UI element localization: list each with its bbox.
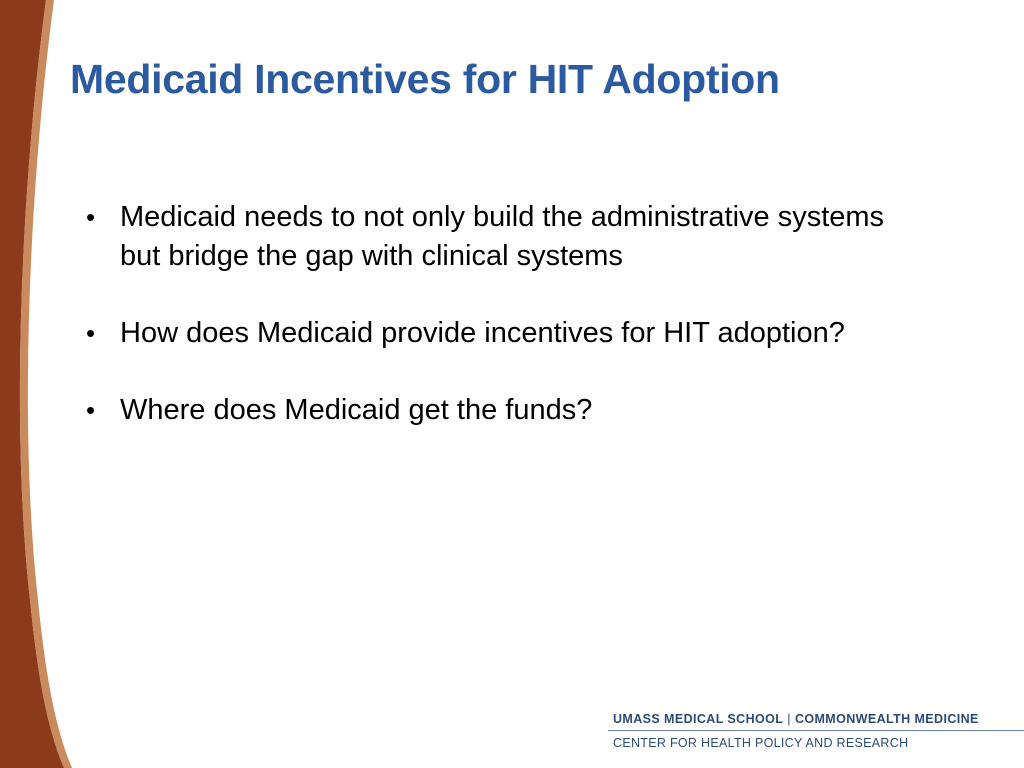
bullet-dot-icon: • <box>86 395 96 425</box>
footer-divider <box>608 730 1024 731</box>
bullet-dot-icon: • <box>86 202 96 232</box>
footer-org-right: COMMONWEALTH MEDICINE <box>794 712 979 726</box>
bullet-dot-icon: • <box>86 318 96 348</box>
footer-logo <box>608 712 1024 750</box>
bullet-item <box>86 314 926 353</box>
bullet-text: Medicaid needs to not only build the administrative systems but bridge the gap with clinical systems <box>120 201 885 272</box>
bullet-item <box>86 391 926 430</box>
footer-center-name: CENTER FOR HEALTH POLICY AND RESEARCH <box>613 736 909 750</box>
footer-separator: | <box>787 712 791 726</box>
bullet-item <box>86 198 926 276</box>
footer-org-left: UMASS MEDICAL SCHOOL <box>613 712 784 726</box>
footer-org-line <box>608 712 1024 726</box>
bullet-list <box>86 198 926 468</box>
bullet-text: Where does Medicaid get the funds? <box>120 394 593 426</box>
slide-title: Medicaid Incentives for HIT Adoption <box>70 56 780 102</box>
bullet-text: How does Medicaid provide incentives for HIT adoption? <box>120 317 845 349</box>
